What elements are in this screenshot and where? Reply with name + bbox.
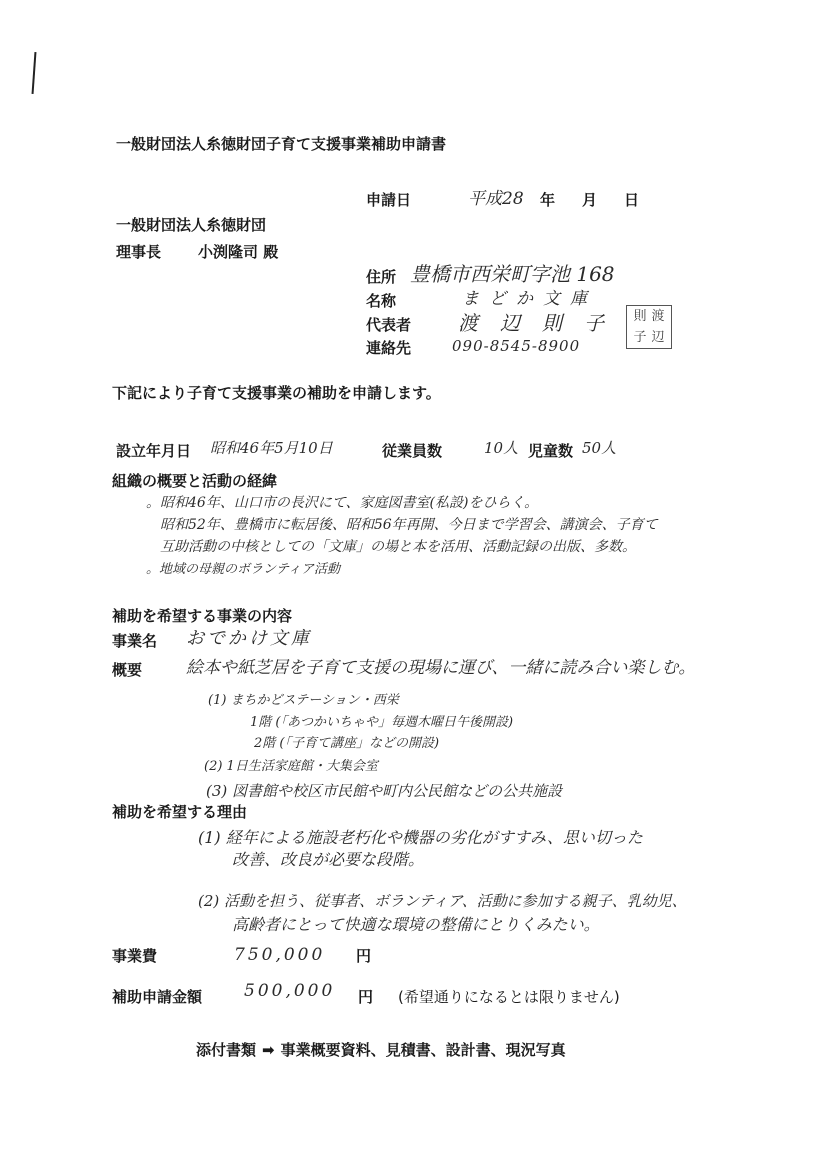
representative-seal	[626, 305, 672, 349]
grant-value: 500,000	[244, 981, 336, 1001]
reason-line: 高齢者にとって快適な環境の整備にとりくみたい。	[232, 915, 600, 934]
cost-value: 750,000	[234, 945, 326, 965]
project-item: 2階 (「子育て講座」などの開設)	[254, 736, 440, 751]
reason-line: 改善、改良が必要な段階。	[232, 850, 425, 869]
children-label: 児童数	[528, 442, 574, 460]
grant-note: (希望通りになるとは限りません)	[398, 988, 620, 1006]
reason-line: (2) 活動を担う、従事者、ボランティア、活動に参加する親子、乳幼児、	[198, 892, 687, 910]
project-item: 1階 (「あつかいちゃや」毎週木曜日午後開設)	[250, 715, 514, 730]
seal-char: 子	[633, 329, 647, 345]
overview-line: 。地域の母親のボランティア活動	[146, 562, 340, 577]
staff-value: 10人	[484, 439, 519, 457]
overview-line: 互助活動の中核としての「文庫」の場と本を活用、活動記録の出版、多数。	[160, 539, 636, 555]
recipient-title: 理事長	[116, 243, 162, 261]
project-name-value: おでかけ文庫	[186, 628, 312, 649]
staff-label: 従業員数	[382, 442, 443, 460]
year-unit: 年	[540, 191, 556, 209]
overview-line: 。昭和46年、山口市の長沢にて、家庭図書室(私設)をひらく。	[146, 495, 539, 511]
name-label: 名称	[366, 292, 397, 310]
seal-char: 則	[633, 308, 647, 324]
intro-text: 下記により子育て支援事業の補助を申請します。	[112, 384, 441, 402]
reason-heading: 補助を希望する理由	[112, 803, 248, 821]
project-name-label: 事業名	[112, 632, 158, 650]
representative-label: 代表者	[366, 316, 412, 334]
seal-char: 辺	[651, 329, 665, 345]
contact-label: 連絡先	[366, 339, 412, 357]
margin-handwritten-mark	[32, 52, 37, 94]
attachments-value: 事業概要資料、見積書、設計書、現況写真	[280, 1041, 566, 1059]
children-value: 50人	[582, 439, 617, 457]
address-label: 住所	[366, 268, 397, 286]
project-summary-label: 概要	[112, 661, 143, 679]
application-date-label: 申請日	[366, 191, 412, 209]
founding-label: 設立年月日	[116, 442, 192, 460]
day-unit: 日	[624, 191, 640, 209]
document-title: 一般財団法人糸徳財団子育て支援事業補助申請書	[116, 135, 447, 153]
representative-value: 渡辺則子	[458, 311, 626, 335]
cost-label: 事業費	[112, 947, 158, 965]
project-item: (1) まちかどステーション・西栄	[208, 693, 399, 708]
project-item: (3) 図書館や校区市民館や町内公民館などの公共施設	[206, 782, 563, 800]
cost-unit: 円	[356, 947, 372, 965]
project-summary-value: 絵本や紙芝居を子育て支援の現場に運び、一緒に読み合い楽しむ。	[186, 658, 696, 678]
grant-label: 補助申請金額	[112, 988, 203, 1006]
address-value: 豊橋市西栄町字池 168	[410, 262, 615, 286]
grant-unit: 円	[358, 988, 374, 1006]
overview-heading: 組織の概要と活動の経緯	[112, 472, 278, 490]
application-date-era-year: 平成28	[468, 189, 524, 209]
attachments-label: 添付書類	[196, 1041, 257, 1059]
project-heading: 補助を希望する事業の内容	[112, 607, 293, 625]
reason-line: (1) 経年による施設老朽化や機器の劣化がすすみ、思い切った	[198, 828, 643, 847]
overview-line: 昭和52年、豊橋市に転居後、昭和56年再開、今日まで学習会、講演会、子育て	[160, 517, 658, 533]
attachments-row	[196, 1043, 566, 1058]
contact-value: 090-8545-8900	[452, 337, 581, 355]
month-unit: 月	[582, 191, 598, 209]
right-arrow-icon: ➡	[262, 1041, 275, 1059]
founding-value: 昭和46年5月10日	[210, 439, 333, 457]
seal-char: 渡	[651, 308, 665, 324]
recipient-org: 一般財団法人糸徳財団	[116, 216, 267, 234]
project-item: (2) 1日生活家庭館・大集会室	[204, 759, 378, 774]
name-value: まどか文庫	[462, 289, 597, 309]
recipient-name: 小渕隆司 殿	[198, 243, 279, 261]
